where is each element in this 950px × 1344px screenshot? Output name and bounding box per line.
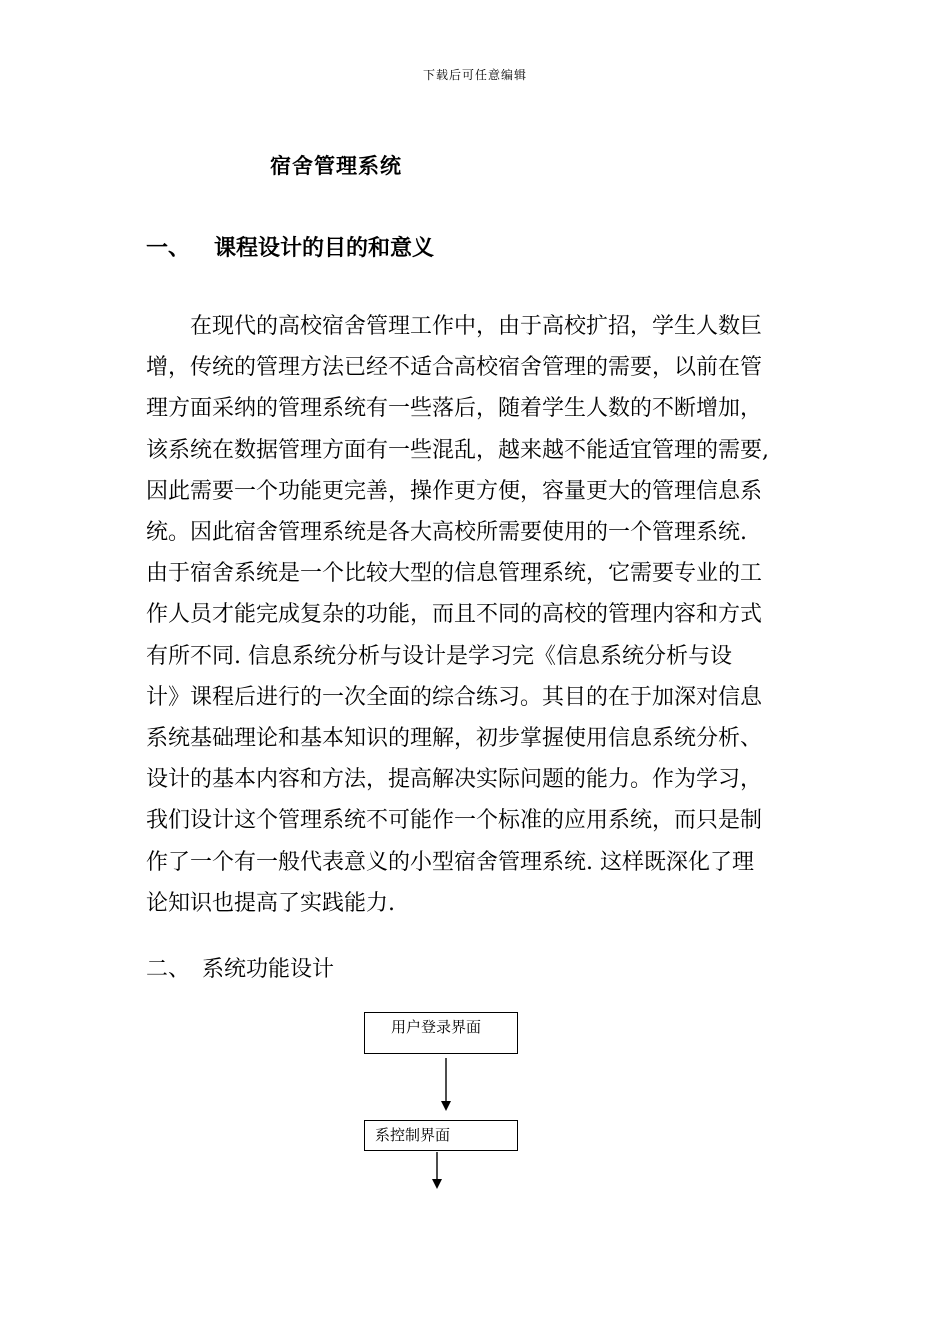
page-header-note: 下载后可任意编辑 — [422, 68, 527, 82]
section-1-title: 课程设计的目的和意义 — [214, 236, 435, 261]
paragraph-line: 我们设计这个管理系统不可能作一个标准的应用系统，而只是制 — [146, 808, 763, 834]
flowchart-arrow-down-icon — [438, 1058, 454, 1112]
section-1-heading — [146, 231, 434, 262]
flowchart-box-user-login: 用户登录界面 — [364, 1012, 518, 1054]
paragraph-line: 论知识也提高了实践能力. — [146, 890, 395, 916]
paragraph-line: 计》课程后进行的一次全面的综合练习。其目的在于加深对信息 — [146, 684, 763, 710]
section-2-heading — [146, 952, 334, 983]
paragraph-line: 由于宿舍系统是一个比较大型的信息管理系统，它需要专业的工 — [146, 561, 763, 587]
paragraph-line: 有所不同. 信息系统分析与设计是学习完《信息系统分析与设 — [146, 643, 732, 669]
paragraph-line: 作了一个有一般代表意义的小型宿舍管理系统. 这样既深化了理 — [146, 849, 754, 875]
section-2-number: 二、 — [146, 957, 191, 982]
paragraph-line: 系统基础理论和基本知识的理解，初步掌握使用信息系统分析、 — [146, 726, 763, 752]
paragraph-line: 统。因此宿舍管理系统是各大高校所需要使用的一个管理系统. — [146, 520, 747, 546]
section-1-paragraph — [146, 306, 806, 924]
section-2-title: 系统功能设计 — [202, 957, 335, 982]
paragraph-line: 该系统在数据管理方面有一些混乱，越来越不能适宜管理的需要, — [146, 437, 769, 463]
flowchart-box-control: 系控制界面 — [364, 1120, 518, 1151]
flowchart-arrow-down-icon — [429, 1152, 445, 1190]
paragraph-line: 增，传统的管理方法已经不适合高校宿舍管理的需要，以前在管 — [146, 355, 763, 381]
paragraph-line: 因此需要一个功能更完善，操作更方便，容量更大的管理信息系 — [146, 478, 763, 504]
section-1-number: 一、 — [146, 236, 191, 261]
paragraph-line: 设计的基本内容和方法，提高解决实际问题的能力。作为学习， — [146, 767, 763, 793]
paragraph-line: 在现代的高校宿舍管理工作中，由于高校扩招，学生人数巨 — [190, 314, 763, 339]
paragraph-line: 理方面采纳的管理系统有一些落后，随着学生人数的不断增加， — [146, 396, 763, 422]
document-title: 宿舍管理系统 — [270, 154, 402, 178]
paragraph-line: 作人员才能完成复杂的功能，而且不同的高校的管理内容和方式 — [146, 602, 763, 628]
